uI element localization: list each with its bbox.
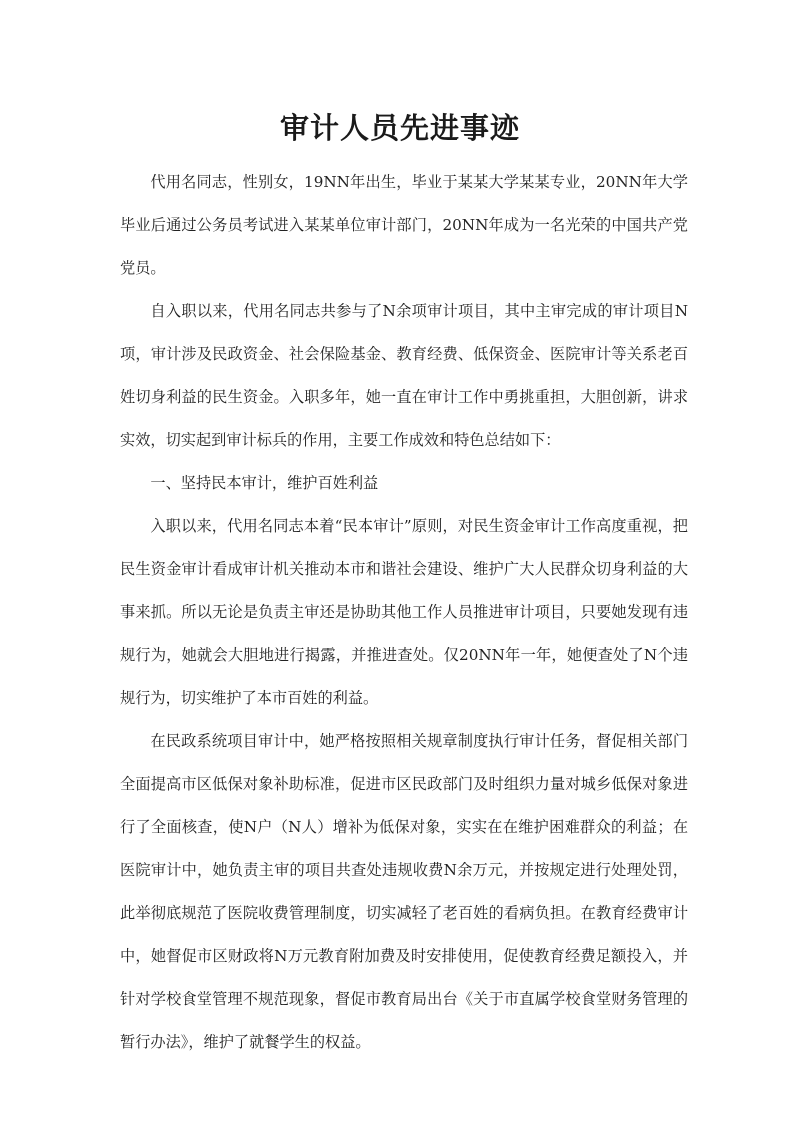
paragraph-summary: 自入职以来，代用名同志共参与了N余项审计项目，其中主审完成的审计项目N项，审计涉及民政资金、社会保险基金、教育经费、低保资金、医院审计等关系老百姓切身利益的民生资金。入职多年，她一直在审计工作中勇挑重担，大胆创新，讲求实效，切实起到审计标兵的作用，主要工作成效和特色总结如下：	[120, 302, 688, 449]
paragraph-people-audit: 入职以来，代用名同志本着“民本审计”原则，对民生资金审计工作高度重视，把民生资金审计看成审计机关推动本市和谐社会建设、维护广大人民群众切身利益的大事来抓。所以无论是负责主审还是协助其他工作人员推进审计项目，只要她发现有违规行为，她就会大胆地进行揭露，并推进查处。仅20NN年一年，她便查处了N个违规行为，切实维护了本市百姓的利益。	[120, 517, 688, 707]
document-title: 审计人员先进事迹	[279, 111, 520, 145]
paragraph-audit-details: 在民政系统项目审计中，她严格按照相关规章制度执行审计任务，督促相关部门全面提高市区低保对象补助标准，促进市区民政部门及时组织力量对城乡低保对象进行了全面核查，使N户（N人）增补为低保对象，实实在在维护困难群众的利益；在医院审计中，她负责主审的项目共查处违规收费N余万元，并按规定进行处理处罚，此举彻底规范了医院收费管理制度，切实减轻了老百姓的看病负担。在教育经费审计中，她督促市区财政将N万元教育附加费及时安排使用，促使教育经费足额投入，并针对学校食堂管理不规范现象，督促市教育局出台《关于市直属学校食堂财务管理的暂行办法》，维护了就餐学生的权益。	[120, 732, 688, 1051]
document-body	[120, 161, 688, 1064]
paragraph-intro: 代用名同志，性别女，19NN年出生，毕业于某某大学某某专业，20NN年大学毕业后通过公务员考试进入某某单位审计部门，20NN年成为一名光荣的中国共产党党员。	[120, 173, 688, 277]
section-heading: 一、坚持民本审计，维护百姓利益	[150, 474, 379, 492]
